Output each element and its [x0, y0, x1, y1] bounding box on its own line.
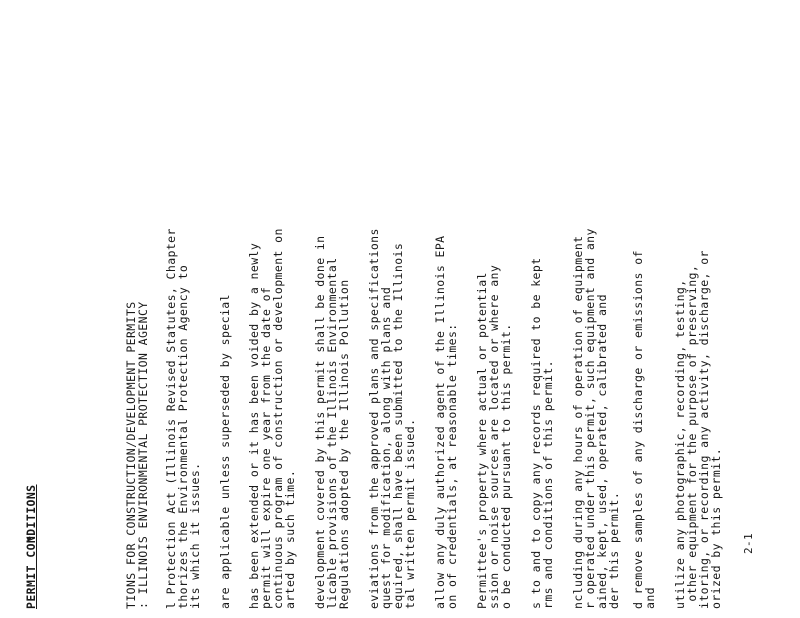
text-line: orized by this permit. — [709, 447, 723, 609]
text-line: allow any duly authorized agent of the Illinois EPA — [433, 235, 447, 609]
text-line: development covered by this permit shall be done in — [313, 235, 327, 609]
text-line: permit will expire one year from the date of — [259, 286, 273, 609]
text-line: d remove samples of any discharge or emissions of — [631, 250, 645, 609]
text-line: s to and to copy any records required to be kept — [529, 257, 543, 609]
text-line: r operated under this permit, such equipment and any — [583, 228, 597, 609]
text-line: continuous program of construction or development on — [271, 228, 285, 609]
text-line: itoring, or recording any activity, discharge, or — [697, 250, 711, 609]
text-line: equired, shall have been submitted to the Illinois — [391, 242, 405, 609]
rotated-document-page — [25, 9, 775, 609]
text-line: licable provisions of the Illinois Environmental — [325, 257, 339, 609]
text-line: on of credentials, at reasonable times: — [445, 323, 459, 609]
text-line: other equipment for the purpose of preserving, — [685, 264, 699, 609]
text-line: der this permit. — [607, 491, 621, 609]
section-heading: PERMIT CONDITIONS — [24, 484, 38, 609]
text-line: ncluding during any hours of operation of equipment — [571, 235, 585, 609]
text-line: Regulations adopted by the Illinois Pollution — [337, 279, 351, 609]
text-line: arted by such time. — [283, 469, 297, 609]
text-line: l Protection Act (Illinois Revised Statutes, Chapter — [164, 228, 178, 609]
text-line: ained, kept, used, operated, calibrated and — [595, 294, 609, 609]
text-line: tal written permit issued. — [403, 418, 417, 609]
text-line: eviations from the approved plans and specifications — [367, 228, 381, 609]
text-line: its which it issues. — [188, 462, 202, 609]
text-line: thorizes the Environmental Protection Agency to — [176, 264, 190, 609]
text-line: and — [643, 587, 657, 609]
text-line: quest for modification, along with plans and — [379, 286, 393, 609]
intro-line: : ILLINOIS ENVIRONMENTAL PROTECTION AGENCY — [136, 301, 150, 609]
text-line: o be conducted pursuant to this permit. — [499, 323, 513, 609]
intro-line: TIONS FOR CONSTRUCTION/DEVELOPMENT PERMITS — [124, 301, 138, 609]
text-line: has been extended or it has been voided by a newly — [247, 242, 261, 609]
text-line: are applicable unless superseded by special — [218, 294, 232, 609]
text-line: Permittee's property where actual or potential — [475, 272, 489, 609]
page-number: 2-1 — [742, 532, 755, 554]
text-line: utilize any photographic, recording, testing, — [673, 279, 687, 609]
text-line: ssion or noise sources are located or where any — [487, 264, 501, 609]
text-line: rms and conditions of this permit. — [541, 359, 555, 609]
